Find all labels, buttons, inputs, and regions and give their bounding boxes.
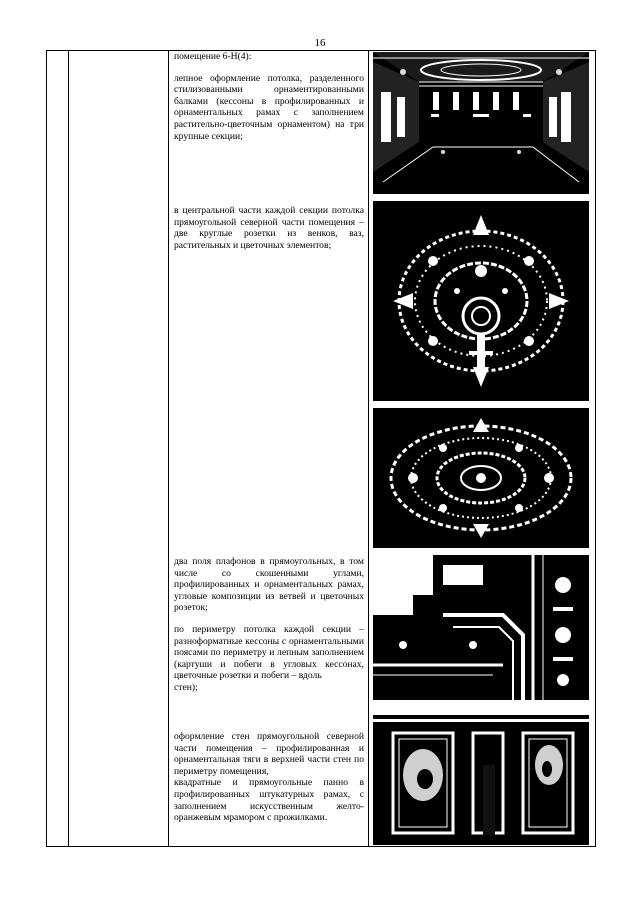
table-col-border-4 [368,50,369,847]
section-4-paragraph-1: оформление стен прямоугольной северной части помещения – профилированная и орнаментальная тяги в верхней части стен по периметру помещения, [174,731,364,777]
section-4-text [174,731,364,824]
section-1-text [174,51,364,142]
table-col-border-3 [168,50,169,847]
table-col-border-1 [46,50,47,847]
photo-coffered-ceiling [373,555,589,700]
section-3-paragraph-1: два поля плафонов в прямоугольных, в том числе со скошенными углами, профилированных и орнаментальных рамах, угловые композиции из ветвей и цветочных розеток; [174,556,364,614]
page-number: 16 [314,37,326,49]
section-2-paragraph: в центральной части каждой секции потолка прямоугольной северной части помещения – две круглые розетки из венков, ваз, растительных и цветочных элементов; [174,205,364,251]
section-3-paragraph-2: по периметру потолка каждой секции – разноформатные кессоны с орнаментальными поясами по периметру и лепным заполнением (картуши и побеги в угловых кессонах, цветочные розетки и побеги – вдоль [174,623,364,682]
photo-hall-ceiling [373,52,589,194]
section-4-paragraph-2: квадратные и прямоугольные панно в профилированных штукатурных рамах, с заполнением искусственным желто-оранжевым мрамором с прожилками. [174,777,364,824]
photo-rosette-2 [373,408,589,548]
section-1-heading: помещение 6-Н(4): [174,51,252,62]
section-2-text [174,205,364,251]
photo-rosette-1 [373,201,589,401]
table-col-border-2 [68,50,69,847]
section-3-text [174,556,364,694]
photo-wall-panels [373,705,589,845]
section-3-paragraph-3: стен); [174,681,198,693]
section-1-paragraph: лепное оформление потолка, разделенного стилизованными орнаментированными балками (кессоны в профилированных и орнаментальных рамах с заполнением растительно-цветочным орнаментом) на три крупные секции; [174,72,364,142]
table-bottom-border [46,846,596,847]
table-col-border-5 [595,50,596,847]
